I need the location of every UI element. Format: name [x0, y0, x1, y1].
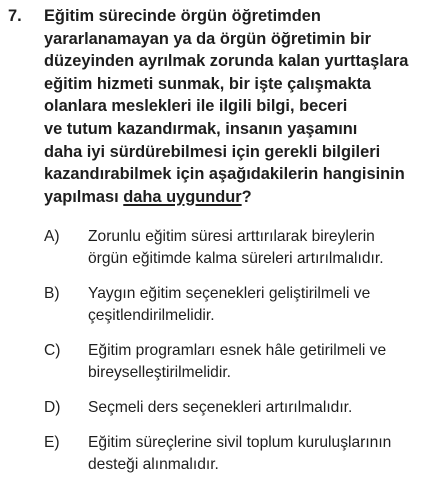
option-line: çeşitlendirilmelidir.	[88, 307, 215, 324]
option-e[interactable]	[0, 432, 441, 476]
option-letter: C)	[44, 342, 61, 359]
option-text	[88, 397, 433, 419]
option-line: Eğitim süreçlerine sivil toplum kuruluşlarının	[88, 434, 392, 451]
stem-line: olanlara meslekleri ile ilgili bilgi, beceri	[44, 97, 348, 116]
option-line: Zorunlu eğitim süresi arttırılarak bireylerin	[88, 228, 375, 245]
option-line: Eğitim programları esnek hâle getirilmeli ve	[88, 342, 387, 359]
question-stem	[44, 5, 440, 208]
option-c[interactable]	[0, 340, 441, 384]
option-text	[88, 340, 433, 384]
option-a[interactable]	[0, 226, 441, 270]
option-letter: D)	[44, 399, 61, 416]
stem-line: daha iyi sürdürebilmesi için gerekli bilgileri	[44, 142, 381, 161]
stem-emphasis: daha uygundur	[123, 187, 242, 206]
option-letter: E)	[44, 434, 60, 451]
stem-line: eğitim hizmeti sunmak, bir işte çalışmakta	[44, 74, 372, 93]
stem-line: kazandırabilmek için aşağıdakilerin hangisinin	[44, 165, 405, 184]
stem-line: Eğitim sürecinde örgün öğretimden	[44, 7, 321, 25]
stem-last-line	[44, 186, 440, 209]
question-number: 7.	[8, 7, 22, 25]
option-line: Yaygın eğitim seçenekleri geliştirilmeli ve	[88, 285, 371, 302]
option-letter: A)	[44, 228, 60, 245]
option-b[interactable]	[0, 283, 441, 327]
stem-last-suffix: ?	[241, 187, 252, 206]
option-line: Seçmeli ders seçenekleri artırılmalıdır.	[88, 399, 353, 416]
stem-line: yararlanamayan ya da örgün öğretimin bir	[44, 29, 372, 48]
option-text	[88, 226, 433, 270]
option-text	[88, 432, 433, 476]
stem-line: ve tutum kazandırmak, insanın yaşamını	[44, 119, 358, 138]
option-line: örgün eğitimde kalma süreleri artırılmalıdır.	[88, 250, 384, 267]
option-letter: B)	[44, 285, 60, 302]
stem-last-prefix: yapılması	[44, 187, 124, 206]
stem-line: düzeyinden ayrılmak zorunda kalan yurttaşlara	[44, 52, 409, 71]
option-d[interactable]	[0, 397, 441, 419]
option-text	[88, 283, 433, 327]
option-line: bireyselleştirilmelidir.	[88, 364, 231, 381]
answer-options	[0, 226, 441, 489]
option-line: desteği alınmalıdır.	[88, 456, 219, 473]
